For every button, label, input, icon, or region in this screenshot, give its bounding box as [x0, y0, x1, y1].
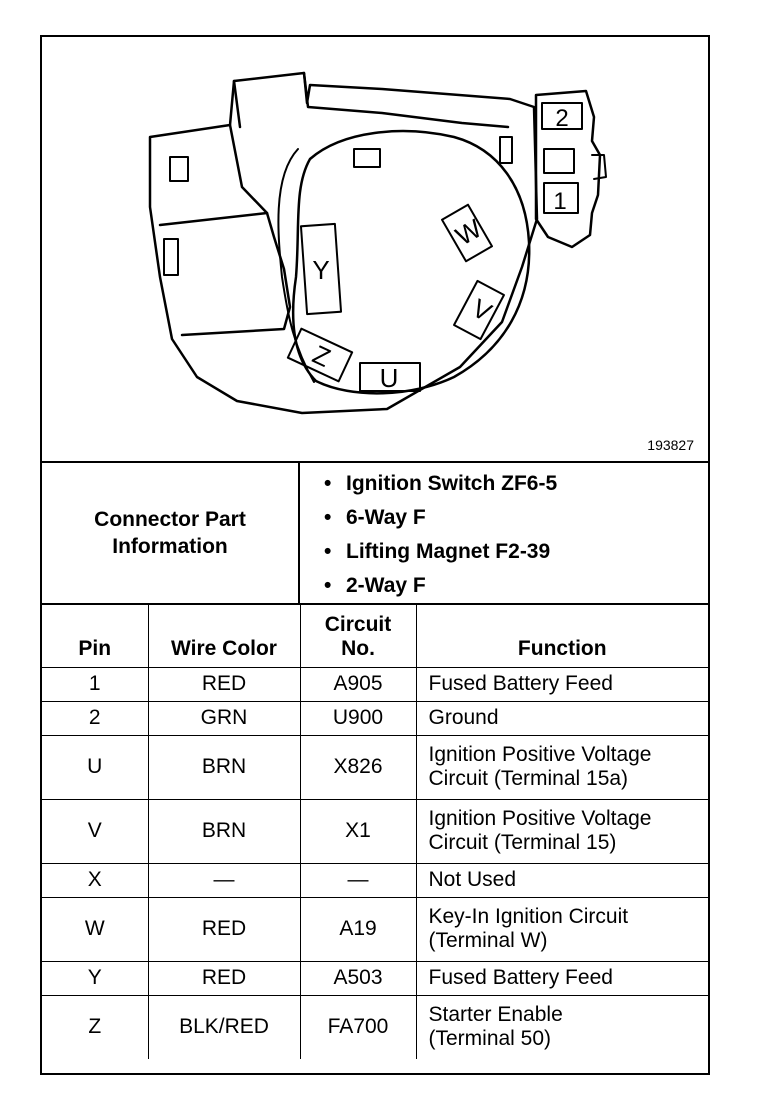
cell-circuit: X1: [300, 799, 416, 863]
cell-circuit: U900: [300, 701, 416, 735]
header-circuit-line: No.: [341, 636, 375, 660]
table-row: [42, 995, 708, 1059]
cell-pin: X: [42, 863, 148, 897]
cell-pin: 1: [42, 667, 148, 701]
function-line: (Terminal 50): [428, 1027, 552, 1051]
housing-slot: [170, 157, 188, 181]
cell-pin: Y: [42, 961, 148, 995]
housing-slot: [164, 239, 178, 275]
connector-sheet: [40, 35, 710, 1075]
table-row: [42, 961, 708, 995]
connector-part-info: [42, 463, 708, 605]
cell-wire-color: RED: [148, 961, 300, 995]
cell-function: [416, 961, 708, 995]
terminal-label-w: W: [450, 213, 487, 252]
part-info-label-line: Connector Part: [94, 508, 246, 531]
pin-label-1: 1: [553, 188, 567, 215]
table-row: [42, 735, 708, 799]
function-line: Fused Battery Feed: [428, 672, 613, 695]
part-info-list: [300, 463, 708, 603]
cell-pin: Z: [42, 995, 148, 1059]
left-plate: [160, 213, 290, 335]
cell-pin: 2: [42, 701, 148, 735]
pin-table: [42, 605, 708, 1059]
part-info-item: • Ignition Switch ZF6-5: [346, 467, 708, 501]
housing-slot: [354, 149, 380, 167]
terminal-label-u: U: [379, 363, 399, 393]
cell-wire-color: GRN: [148, 701, 300, 735]
cell-circuit: X826: [300, 735, 416, 799]
pin-label-2: 2: [555, 105, 569, 132]
cell-function: [416, 701, 708, 735]
cell-function: [416, 799, 708, 863]
table-row: [42, 863, 708, 897]
cell-circuit: A503: [300, 961, 416, 995]
function-line: Not Used: [428, 868, 517, 891]
function-line: Circuit (Terminal 15): [428, 831, 617, 854]
table-row: [42, 799, 708, 863]
header-circuit-line: Circuit: [324, 612, 392, 636]
table-row: [42, 701, 708, 735]
function-line: Circuit (Terminal 15a): [428, 767, 629, 790]
cell-circuit: A905: [300, 667, 416, 701]
table-row: [42, 897, 708, 961]
function-line: Ignition Positive Voltage: [428, 743, 652, 766]
pin-table-header: [42, 605, 708, 667]
part-info-item: • 2-Way F: [346, 569, 708, 603]
function-line: Key-In Ignition Circuit: [428, 905, 629, 928]
header-function: Function: [416, 605, 708, 667]
terminal-label-z: Z: [308, 338, 336, 373]
function-line: Fused Battery Feed: [428, 966, 613, 989]
cell-wire-color: BLK/RED: [148, 995, 300, 1059]
cell-function: [416, 863, 708, 897]
cell-function: [416, 667, 708, 701]
cell-function: [416, 897, 708, 961]
header-pin: Pin: [42, 605, 148, 667]
cell-wire-color: —: [148, 863, 300, 897]
cell-circuit: FA700: [300, 995, 416, 1059]
terminal-label-y: Y: [312, 255, 330, 285]
cell-function: [416, 735, 708, 799]
cell-pin: W: [42, 897, 148, 961]
cell-wire-color: RED: [148, 897, 300, 961]
cell-pin: V: [42, 799, 148, 863]
part-info-item: • 6-Way F: [346, 501, 708, 535]
cell-pin: U: [42, 735, 148, 799]
connector-drawing: [42, 37, 708, 463]
table-row: [42, 667, 708, 701]
cell-wire-color: BRN: [148, 799, 300, 863]
cell-wire-color: BRN: [148, 735, 300, 799]
connector-diagram: [42, 37, 708, 463]
function-line: Ignition Positive Voltage: [428, 807, 652, 830]
figure-id: 193827: [647, 437, 694, 453]
cell-circuit: A19: [300, 897, 416, 961]
function-line: Starter Enable: [428, 1003, 563, 1027]
part-info-label-line: Information: [112, 535, 228, 558]
cell-circuit: —: [300, 863, 416, 897]
housing-slot: [500, 137, 512, 163]
function-line: Ground: [428, 706, 499, 729]
function-line: (Terminal W): [428, 929, 548, 952]
part-info-item: • Lifting Magnet F2-39: [346, 535, 708, 569]
part-info-label: [42, 463, 300, 603]
header-wire-color: Wire Color: [148, 605, 300, 667]
terminal-label-v: V: [467, 292, 497, 328]
cell-function: [416, 995, 708, 1059]
header-circuit: [300, 605, 416, 667]
cell-wire-color: RED: [148, 667, 300, 701]
